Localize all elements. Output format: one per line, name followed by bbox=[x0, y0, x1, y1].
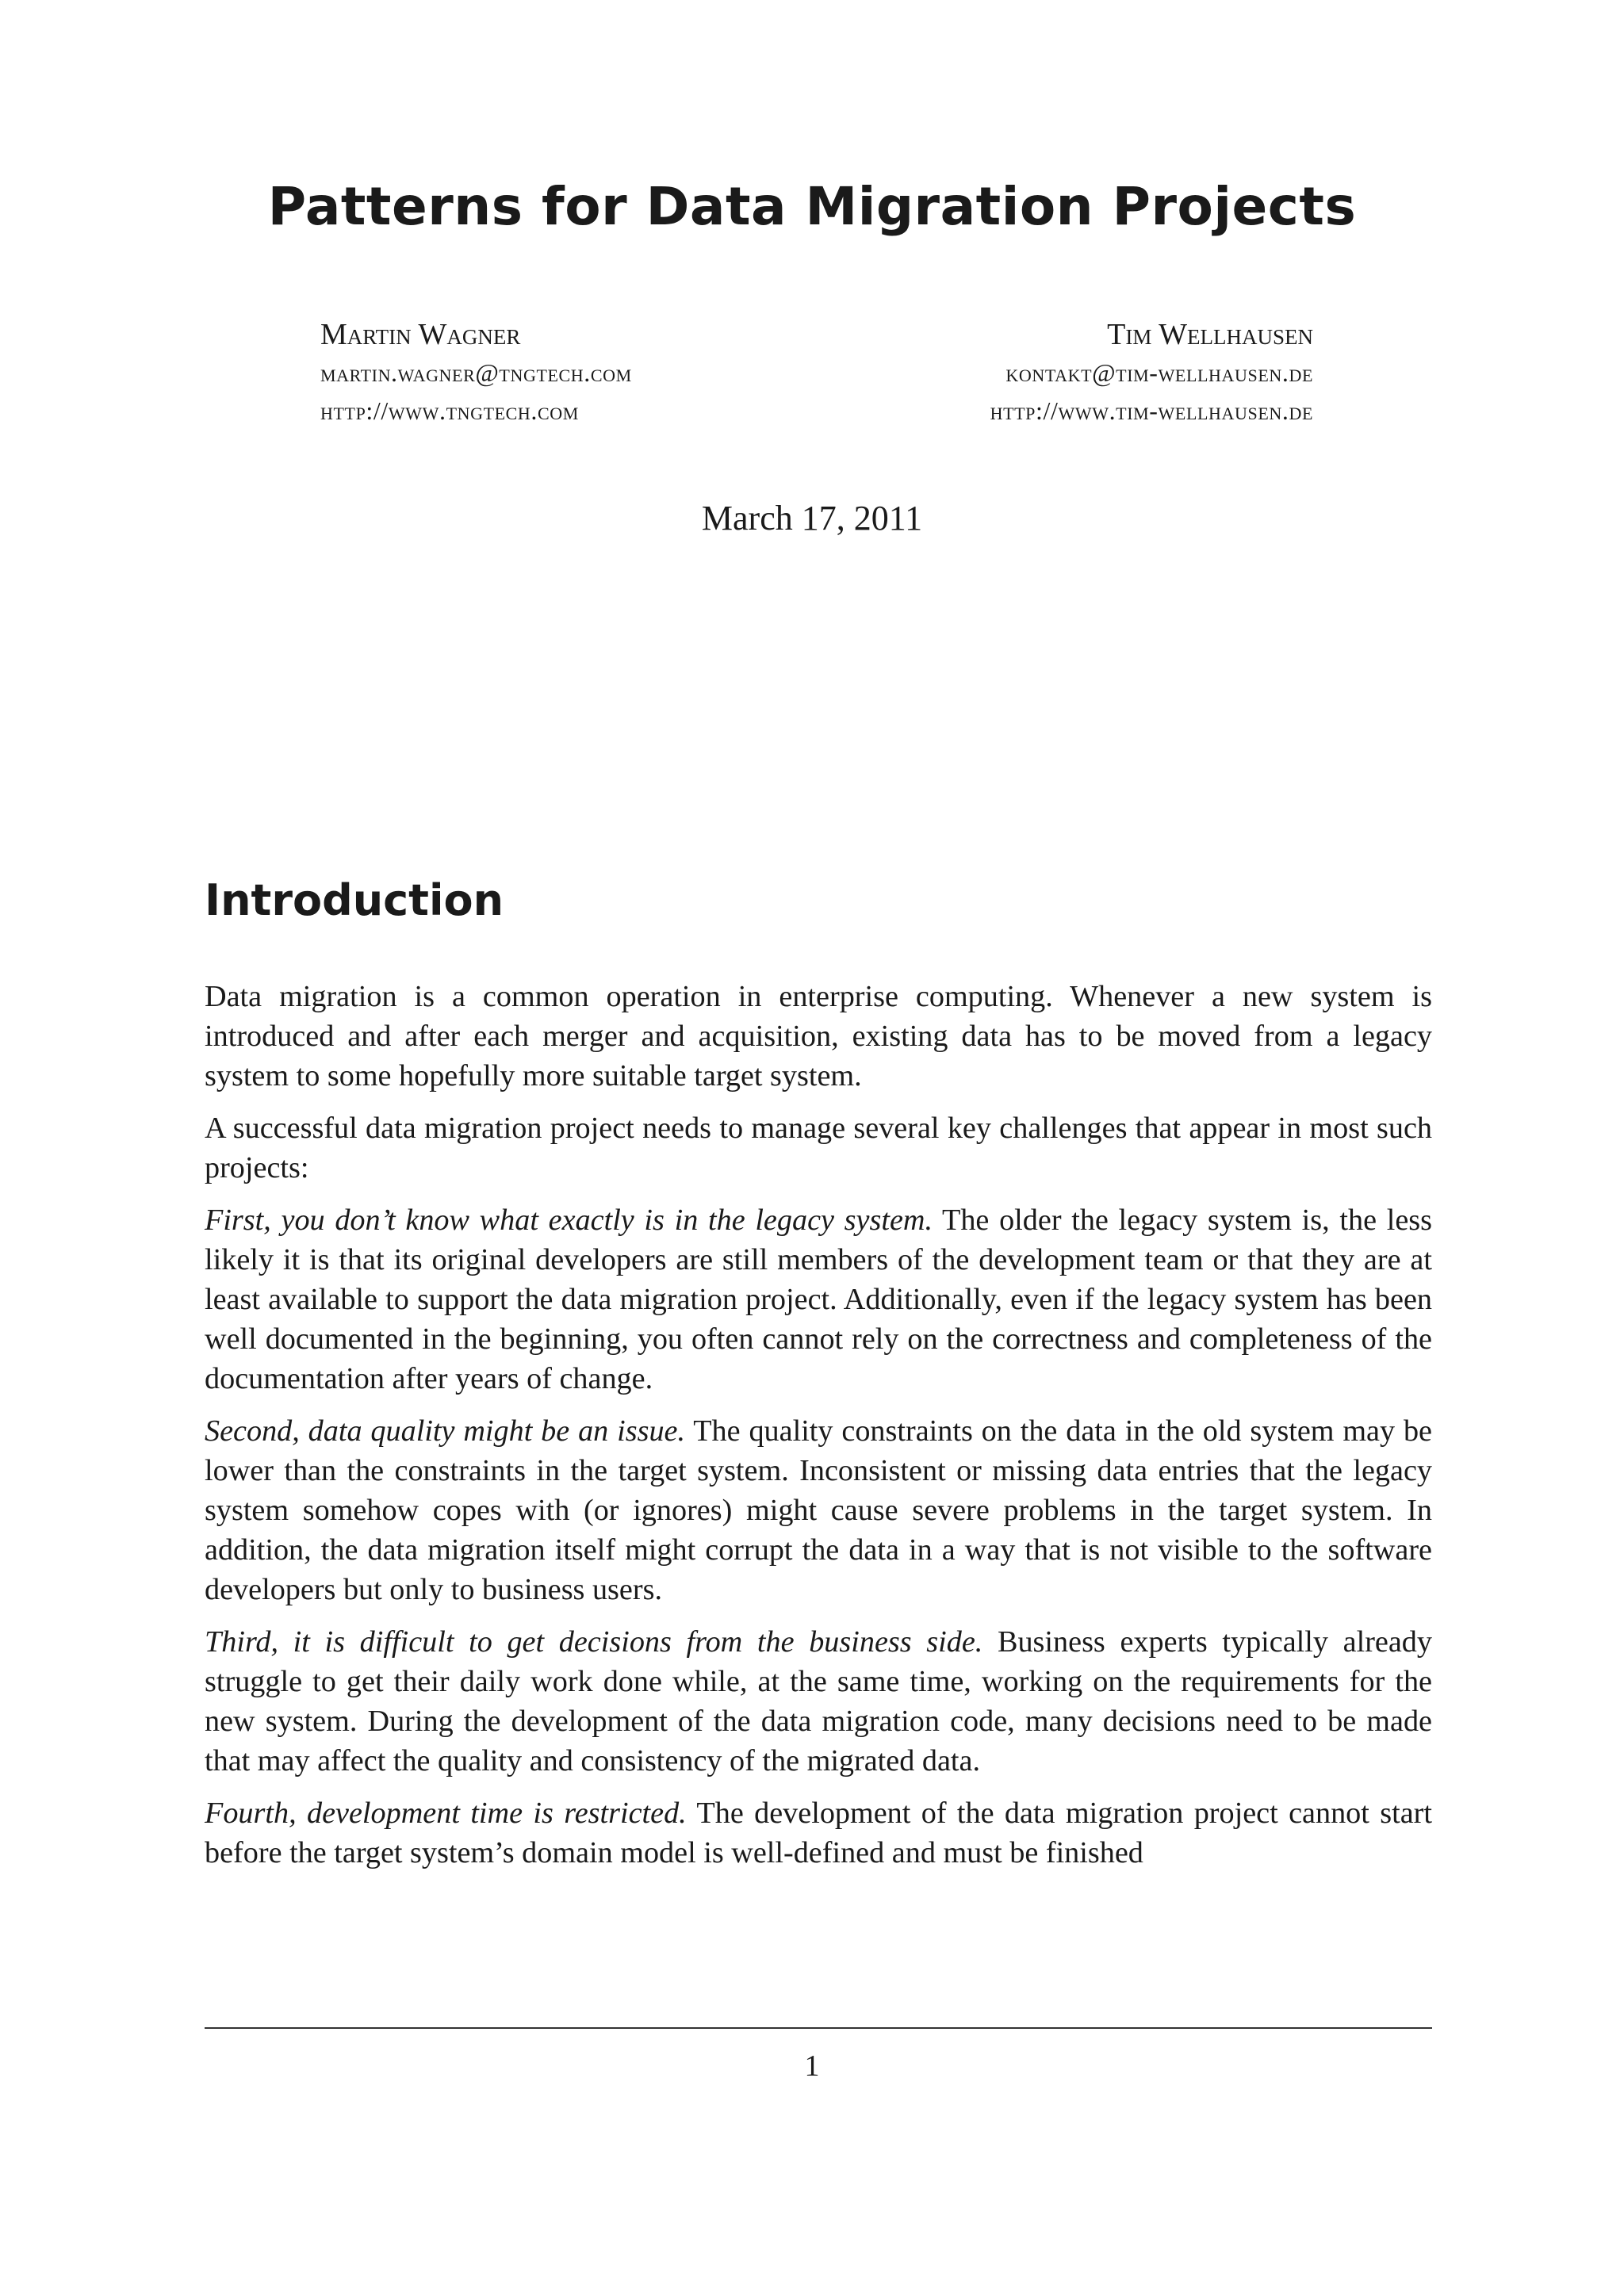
paper-title: Patterns for Data Migration Projects bbox=[267, 176, 1357, 237]
author-block-2 bbox=[990, 316, 1313, 430]
paragraph-text: Data migration is a common operation in enterprise computing. Whenever a new system is introduced and after each merger and acquisition, existing data has to be moved from a legacy system to some hopefully more suitable target system. bbox=[205, 980, 1432, 1093]
paragraph-text: The older the legacy system is, the less likely it is that its original developers are still members of the development team or that they are at least available to support the data migration project. Additionally, even if the legacy system has been well documented in the beginning, you often cannot rely on the correctness and completeness of the documentation after years of change. bbox=[205, 1203, 1432, 1395]
section-heading: Introduction bbox=[205, 875, 504, 925]
paragraph-text: A successful data migration project needs to manage several key challenges that appear in most such projects: bbox=[205, 1112, 1432, 1184]
paragraph bbox=[205, 1622, 1432, 1781]
paragraph bbox=[205, 1200, 1432, 1399]
page-number: 1 bbox=[804, 2049, 820, 2083]
paragraph-text: The development of the data migration project cannot start before the target system’s domain model is well-defined and must be finished bbox=[205, 1797, 1432, 1869]
paragraph-lead: Third, it is difficult to get decisions from the business side. bbox=[205, 1625, 983, 1659]
author-name: Tim Wellhausen bbox=[1107, 318, 1313, 351]
paragraph bbox=[205, 977, 1432, 1096]
paragraph-lead: Second, data quality might be an issue. bbox=[205, 1414, 686, 1448]
paragraph-lead: Fourth, development time is restricted. bbox=[205, 1797, 687, 1830]
publication-date: March 17, 2011 bbox=[701, 499, 923, 538]
footer-rule bbox=[205, 2027, 1432, 2029]
author-url: http://www.tim-wellhausen.de bbox=[990, 396, 1313, 425]
paragraph-text: Business experts typically already struggle to get their daily work done while, at the same time, working on the requirements for the new system. During the development of the data migration code, many decisions need to be made that may affect the quality and consistency of the migrated data. bbox=[205, 1625, 1432, 1777]
author-email: martin.wagner@tngtech.com bbox=[320, 358, 632, 387]
section-body bbox=[205, 977, 1432, 1885]
paragraph-text: The quality constraints on the data in the old system may be lower than the constraints in the target system. Inconsistent or missing data entries that the legacy system somehow copes with (or ignores) might cause severe problems in the target system. In addition, the data migration itself might corrupt the data in a way that is not visible to the software developers but only to business users. bbox=[205, 1414, 1432, 1606]
author-name: Martin Wagner bbox=[320, 318, 521, 351]
paragraph bbox=[205, 1411, 1432, 1609]
author-email: kontakt@tim-wellhausen.de bbox=[1005, 358, 1313, 387]
paragraph bbox=[205, 1793, 1432, 1873]
paragraph-lead: First, you don’t know what exactly is in the legacy system. bbox=[205, 1203, 933, 1237]
author-url: http://www.tngtech.com bbox=[320, 396, 579, 425]
author-block-1 bbox=[320, 316, 632, 430]
paragraph bbox=[205, 1108, 1432, 1188]
